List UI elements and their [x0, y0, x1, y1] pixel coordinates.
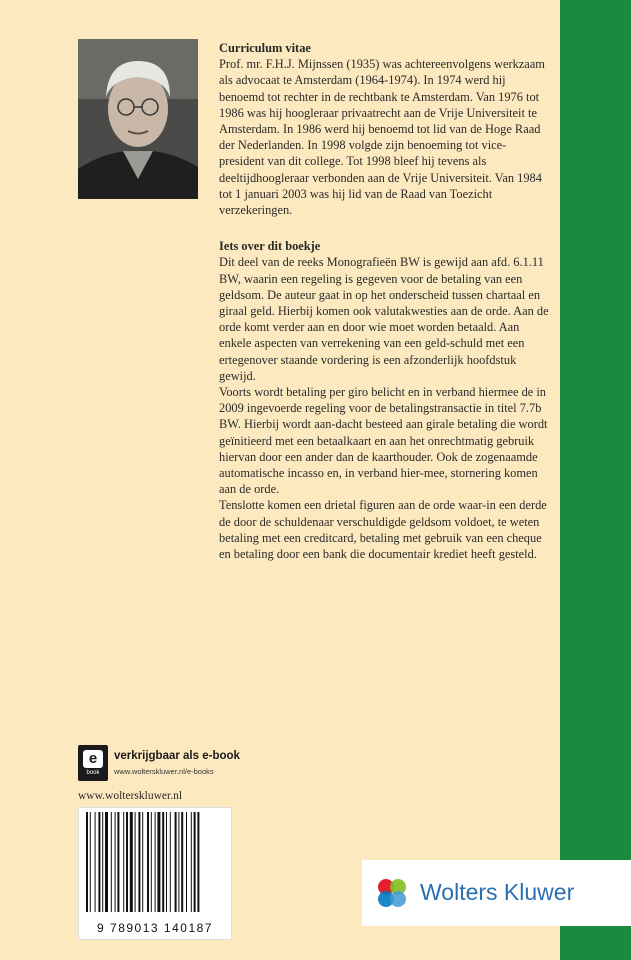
- barcode-bar: [86, 812, 88, 912]
- barcode-bar: [102, 812, 103, 912]
- about-paragraph-2: Voorts wordt betaling per giro belicht en in verband hiermee de in 2009 ingevoerde regeling voor de betalingstransactie in titel 7.7b BW. Hierbij wordt aan-dacht besteed aan girale betaling die wordt geïnitieerd met een betaalkaart en aan het onrechtmatig gebruik hiervan door een ander dan de kaarthouder. Ook de zogenaamde automatische incasso en, in verband hier-mee, stornering komen aan de orde.: [219, 385, 548, 497]
- barcode-bar: [130, 812, 133, 912]
- barcode-bar: [170, 812, 171, 912]
- barcode-bar: [186, 812, 187, 912]
- about-paragraph-3: Tenslotte komen een drietal figuren aan de orde waar-in een derde de door de schuldenaar verschuldigde geldsom voldoet, te weten betaling met een creditcard, betaling met gebruik van een cheque en betaling door een bank die documentair krediet heeft gesteld.: [219, 498, 547, 562]
- barcode-bar: [123, 812, 124, 912]
- barcode-bar: [117, 812, 119, 912]
- barcode-bar: [115, 812, 116, 912]
- barcode-bar: [178, 812, 179, 912]
- barcode-bar: [151, 812, 152, 912]
- barcode-bar: [175, 812, 177, 912]
- ebook-icon: e book: [78, 745, 108, 781]
- about-paragraph-1: Dit deel van de reeks Monografieën BW is gewijd aan afd. 6.1.11 BW, waarin een regeling is gegeven voor de betaling van een geldsom. De auteur gaat in op het onderscheid tussen chartaal en giraal geld. Hierbij komen ook valutakwesties aan de orde. Aan de orde komt verder aan en door wie moet worden betaald. Aan enkele aspecten van verrekening van een geld-schuld met een ertegenover staande vordering is een afzonderlijk hoofdstuk gewijd.: [219, 255, 549, 383]
- barcode-bar: [166, 812, 167, 912]
- barcode-bar: [111, 812, 112, 912]
- isbn-digits: 9 789013 140187: [97, 921, 213, 935]
- barcode-bar: [135, 812, 136, 912]
- isbn-barcode: [78, 807, 232, 940]
- author-photo: [78, 39, 198, 199]
- barcode-bar: [90, 812, 91, 912]
- barcode-bar: [155, 812, 156, 912]
- barcode-bar: [194, 812, 196, 912]
- back-cover-text: [219, 40, 551, 562]
- barcode-bar: [147, 812, 149, 912]
- barcode-bar: [181, 812, 183, 912]
- about-heading: Iets over dit boekje: [219, 239, 321, 254]
- curriculum-heading: Curriculum vitae: [219, 41, 311, 55]
- publisher-website[interactable]: www.wolterskluwer.nl: [78, 790, 183, 802]
- barcode-bars-icon: [84, 812, 226, 912]
- wolters-kluwer-logo-icon: [374, 875, 410, 911]
- barcode-bar: [126, 812, 128, 912]
- ebook-url[interactable]: www.wolterskluwer.nl/e-books: [114, 767, 214, 776]
- green-spine-stripe: [560, 0, 631, 960]
- curriculum-body: Prof. mr. F.H.J. Mijnssen (1935) was achtereenvolgens werkzaam als advocaat te Amsterdam (1964-1974). In 1974 werd hij benoemd tot rechter in de rechtbank te Amsterdam. Van 1976 tot 1986 was hij hoogleraar privaatrecht aan de Vrije Universiteit te Amsterdam. In 1986 werd hij benoemd tot lid van de Hoge Raad der Nederlanden. In 1998 volgde zijn benoeming tot vice-president van dit college. Tot 1998 bleef hij tevens als deeltijdhoogleraar verbonden aan de Vrije Universiteit. Van 1984 tot 1 januari 2003 was hij lid van de Raad van Toezicht verzekeringen.: [219, 57, 545, 218]
- barcode-bar: [98, 812, 100, 912]
- barcode-bar: [197, 812, 199, 912]
- barcode-bar: [142, 812, 143, 912]
- barcode-bar: [95, 812, 96, 912]
- barcode-bar: [162, 812, 164, 912]
- barcode-bar: [138, 812, 140, 912]
- ebook-notice: [78, 745, 308, 781]
- publisher-logo-block: [362, 860, 631, 926]
- publisher-name: Wolters Kluwer: [420, 879, 575, 905]
- ebook-label: verkrijgbaar als e-book: [114, 750, 240, 762]
- barcode-bar: [105, 812, 108, 912]
- barcode-bar: [157, 812, 160, 912]
- barcode-bar: [191, 812, 192, 912]
